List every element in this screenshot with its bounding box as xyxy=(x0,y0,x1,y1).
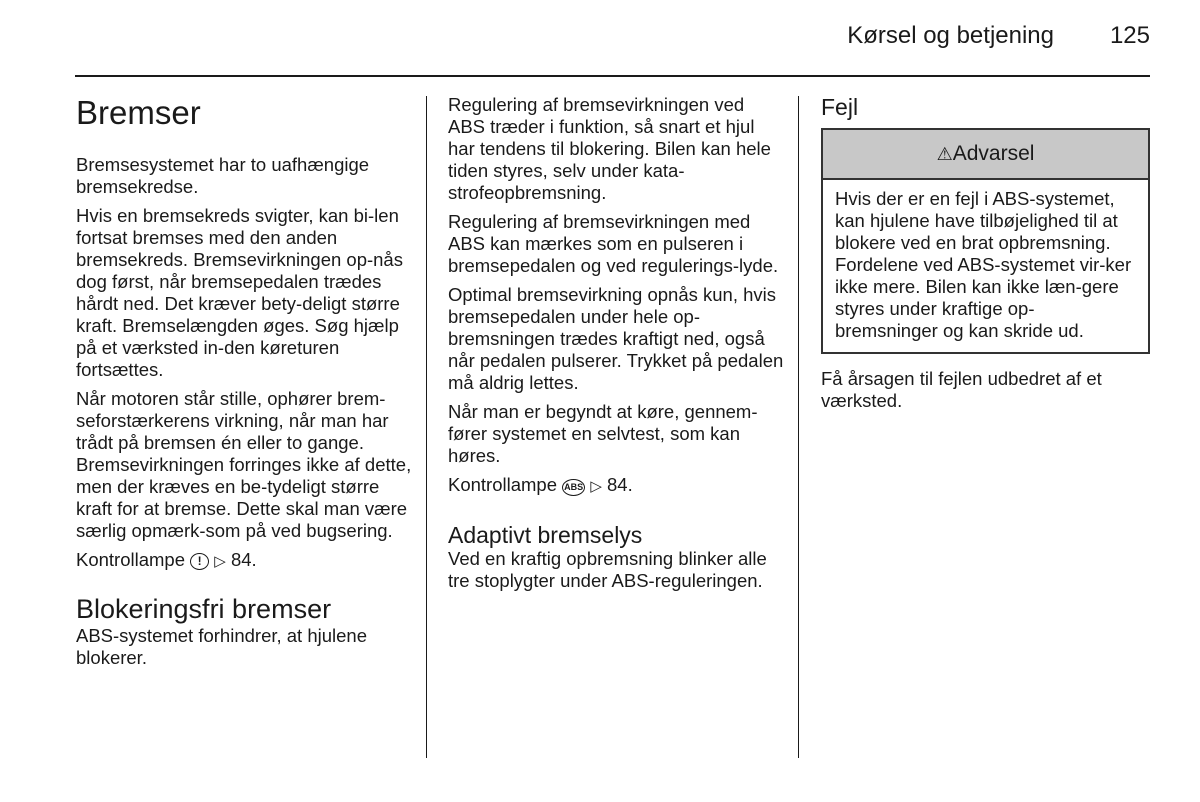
warning-title: Advarsel xyxy=(952,142,1035,165)
indicator-reference xyxy=(448,474,784,498)
paragraph: Når man er begyndt at køre, gennem-fører systemet en selvtest, som kan høres. xyxy=(448,401,758,466)
paragraph: Regulering af bremsevirkningen ved ABS træder i funktion, så snart et hjul har tendens til blokering. Bilen kan hele tiden styres, selv under kata-strofeopbremsning. xyxy=(448,94,771,203)
indicator-reference xyxy=(76,549,412,573)
paragraph: Når motoren står stille, ophører brem-seforstærkerens virkning, når man har trådt på bremsen én eller to gange. Bremsevirkningen forringes ikke af dette, men der kræves en be-tydeligt større kraft for at bremse. Dette skal man være særlig opmærk-som på ved bugsering. xyxy=(76,388,412,541)
column-3 xyxy=(821,94,1150,419)
header-rule xyxy=(75,75,1150,77)
warning-body xyxy=(823,180,1148,352)
indicator-label: Kontrollampe xyxy=(76,549,186,570)
paragraph: Bremsesystemet har to uafhængige bremsekredse. xyxy=(76,154,370,197)
abs-icon: ABS xyxy=(562,479,585,496)
page-reference: 84. xyxy=(607,474,633,495)
brake-warning-icon: ! xyxy=(190,553,209,570)
warning-triangle-icon: ⚠ xyxy=(936,144,953,164)
paragraph: Regulering af bremsevirkningen med ABS kan mærkes som en pulseren i bremsepedalen og ved regulerings-lyde. xyxy=(448,211,779,276)
column-divider xyxy=(426,96,427,758)
warning-text: Hvis der er en fejl i ABS-systemet, kan hjulene have tilbøjelighed til at blokere ved en brat opbremsning. Fordelene ved ABS-systemet vir-ker ikke mere. Bilen kan ikke læn-gere styres under kraftige op-bremsninger og kan skride ud. xyxy=(835,188,1132,341)
paragraph: Ved en kraftig opbremsning blinker alle tre stoplygter under ABS-reguleringen. xyxy=(448,548,767,591)
warning-box xyxy=(821,128,1150,354)
column-divider xyxy=(798,96,799,758)
warning-header xyxy=(823,130,1148,180)
page-reference: 84. xyxy=(230,549,257,570)
indicator-label: Kontrollampe xyxy=(448,474,558,495)
column-1 xyxy=(76,94,412,676)
section-heading-bremser: Bremser xyxy=(76,94,201,131)
paragraph: Få årsagen til fejlen udbedret af et værksted. xyxy=(821,368,1102,411)
subheading-adaptivt-bremselys: Adaptivt bremselys xyxy=(448,522,643,548)
section-title: Kørsel og betjening xyxy=(847,22,1054,49)
subheading-blokeringsfri-bremser: Blokeringsfri bremser xyxy=(76,594,332,624)
subheading-fejl: Fejl xyxy=(821,94,859,120)
page-reference-arrow-icon: ▷ xyxy=(214,553,226,570)
paragraph: ABS-systemet forhindrer, at hjulene blokerer. xyxy=(76,625,368,668)
page-number: 125 xyxy=(1109,22,1150,49)
paragraph: Hvis en bremsekreds svigter, kan bi-len fortsat bremses med den anden bremsekreds. Bremsevirkningen op-nås dog først, når bremsepedalen trædes hårdt ned. Det kræver bety-deligt større kraft. Bremselængden øges. Søg hjælp på et værksted in-den køreturen fortsættes. xyxy=(76,205,403,380)
paragraph: Optimal bremsevirkning opnås kun, hvis bremsepedalen under hele op-bremsningen trædes kraftigt ned, også når pedalen pulserer. Trykket på pedalen må aldrig lettes. xyxy=(448,284,784,393)
column-2 xyxy=(448,94,784,599)
page-reference-arrow-icon: ▷ xyxy=(590,478,602,495)
